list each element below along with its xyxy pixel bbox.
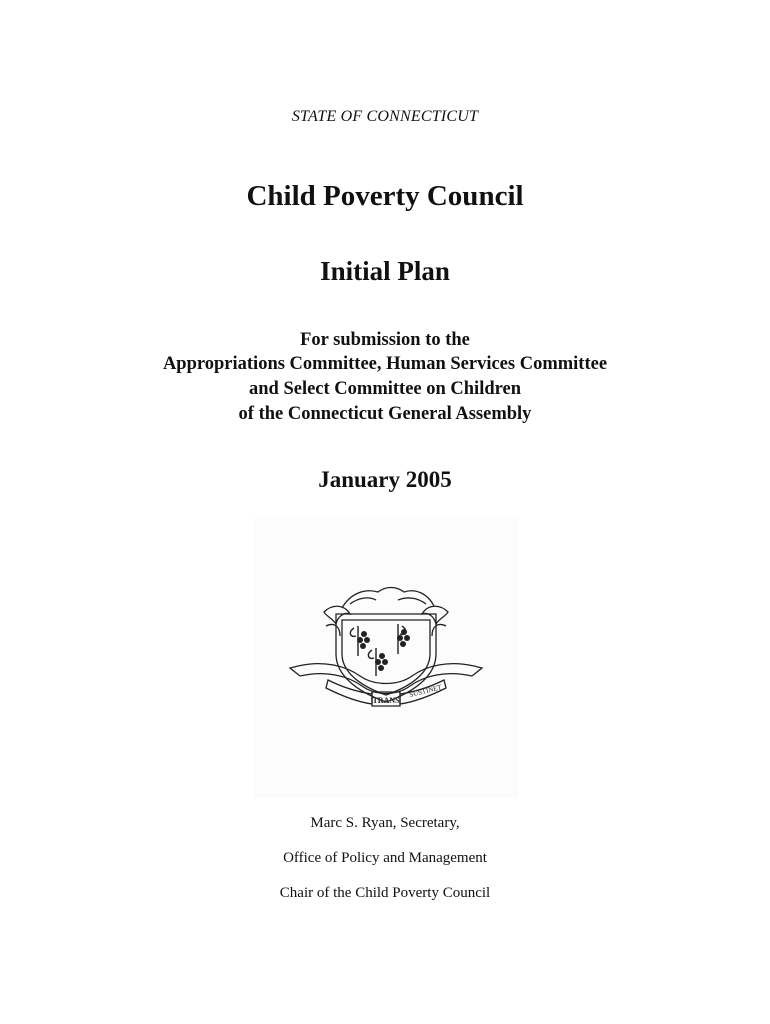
submission-line: and Select Committee on Children xyxy=(249,379,521,399)
submission-line: Appropriations Committee, Human Services Committee xyxy=(162,354,608,374)
connecticut-state-seal-icon xyxy=(254,516,518,798)
credit-line: Marc S. Ryan, Secretary, xyxy=(310,815,460,831)
document-date: January 2005 xyxy=(318,467,452,492)
credit-line: Chair of the Child Poverty Council xyxy=(279,885,491,901)
seal-banner-text: SUSTINET xyxy=(408,683,443,699)
seal-banner-text: TRANS xyxy=(372,696,400,705)
document-subtitle: Initial Plan xyxy=(320,256,450,286)
credit-line: Office of Policy and Management xyxy=(283,850,487,866)
document-title: Child Poverty Council xyxy=(246,180,524,212)
seal-drawing xyxy=(254,516,518,798)
submission-line: of the Connecticut General Assembly xyxy=(238,404,532,424)
submission-line: For submission to the xyxy=(300,330,470,350)
state-header: STATE OF CONNECTICUT xyxy=(291,108,479,125)
